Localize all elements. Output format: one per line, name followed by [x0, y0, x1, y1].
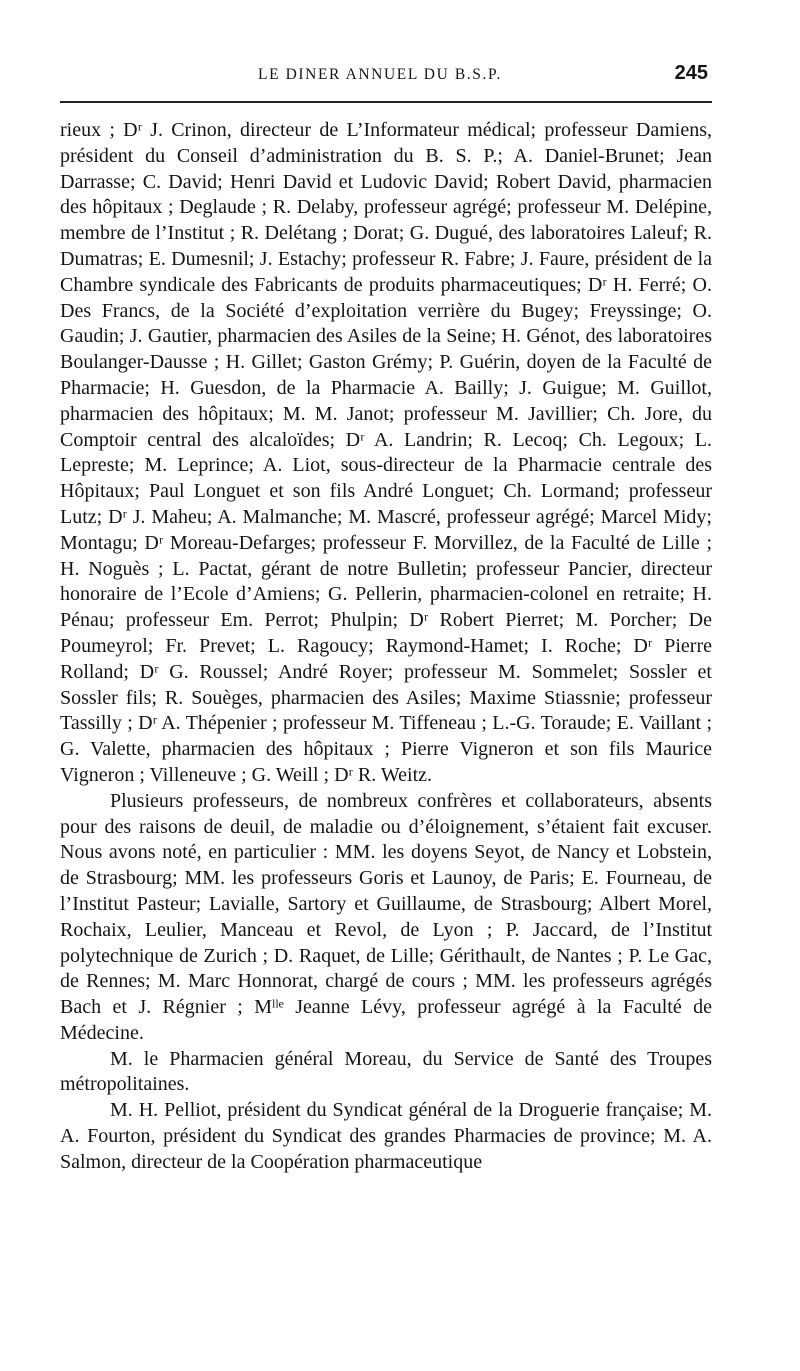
page-number: 245 [674, 62, 708, 84]
paragraph-moreau: M. le Pharmacien général Moreau, du Service de Santé des Troupes métropolitaines. [60, 1047, 712, 1096]
paragraph-excused: Plusieurs professeurs, de nombreux confrères et collaborateurs, absents pour des raisons de deuil, de maladie ou d’éloignement, s’étaient fait excuser. Nous avons noté, en particulier : MM. les doyens Seyot, de Nancy et Lobstein, de Strasbourg; MM. les professeurs Goris et Launoy, de Paris; E. Fourneau, de l’Institut Pasteur; Lavialle, Sartory et Guillaume, de Strasbourg; Albert Morel, Rochaix, Leulier, Manceau et Revol, de Lyon ; P. Jaccard, de l’Institut polytechnique de Zurich ; D. Raquet, de Lille; Gérithault, de Nantes ; P. Le Gac, de Rennes; M. Marc Honnorat, chargé de cours ; MM. les professeurs agrégés Bach et J. Régnier ; Mˡˡᵉ Jeanne Lévy, professeur agrégé à la Faculté de Médecine. [60, 789, 712, 1044]
running-title: LE DINER ANNUEL DU B.S.P. [258, 66, 502, 83]
page-header [60, 62, 710, 96]
header-rule [60, 101, 712, 103]
paragraph-pelliot: M. H. Pelliot, président du Syndicat général de la Droguerie française; M. A. Fourton, président du Syndicat des grandes Pharmacies de province; M. A. Salmon, directeur de la Coopération pharmaceutique [60, 1099, 712, 1173]
body-text [60, 118, 712, 1176]
paragraph-attendees: rieux ; Dʳ J. Crinon, directeur de L’Informateur médical; professeur Damiens, président du Conseil d’administration du B. S. P.; A. Daniel-Brunet; Jean Darrasse; C. David; Henri David et Ludovic David; Robert David, pharmacien des hôpitaux ; Deglaude ; R. Delaby, professeur agrégé; professeur M. Delépine, membre de l’Institut ; R. Delétang ; Dorat; G. Dugué, des laboratoires Laleuf; R. Dumatras; E. Dumesnil; J. Estachy; professeur R. Fabre; J. Faure, président de la Chambre syndicale des Fabricants de produits pharmaceutiques; Dʳ H. Ferré; O. Des Francs, de la Société d’exploitation verrière du Bugey; Freyssinge; O. Gaudin; J. Gautier, pharmacien des Asiles de la Seine; H. Génot, des laboratoires Boulanger-Dausse ; H. Gillet; Gaston Grémy; P. Guérin, doyen de la Faculté de Pharmacie; H. Guesdon, de la Pharmacie A. Bailly; J. Guigue; M. Guillot, pharmacien des hôpitaux; M. M. Janot; professeur M. Javillier; Ch. Jore, du Comptoir central des alcaloïdes; Dʳ A. Landrin; R. Lecoq; Ch. Legoux; L. Lepreste; M. Leprince; A. Liot, sous-directeur de la Pharmacie centrale des Hôpitaux; Paul Longuet et son fils André Longuet; Ch. Lormand; professeur Lutz; Dʳ J. Maheu; A. Malmanche; M. Mascré, professeur agrégé; Marcel Midy; Montagu; Dʳ Moreau-Defarges; professeur F. Morvillez, de la Faculté de Lille ; H. Noguès ; L. Pactat, gérant de notre Bulletin; professeur Pancier, directeur honoraire de l’Ecole d’Amiens; G. Pellerin, pharmacien-colonel en retraite; H. Pénau; professeur Em. Perrot; Phulpin; Dʳ Robert Pierret; M. Porcher; De Poumeyrol; Fr. Prevet; L. Ragoucy; Raymond-Hamet; I. Roche; Dʳ Pierre Rolland; Dʳ G. Roussel; André Royer; professeur M. Sommelet; Sossler et Sossler fils; R. Souèges, pharmacien des Asiles; Maxime Stiassnie; professeur Tassilly ; Dʳ A. Thépenier ; professeur M. Tiffeneau ; L.-G. Toraude; E. Vaillant ; G. Valette, pharmacien des hôpitaux ; Pierre Vigneron et son fils Maurice Vigneron ; Villeneuve ; G. Weill ; Dʳ R. Weitz. [60, 119, 712, 786]
